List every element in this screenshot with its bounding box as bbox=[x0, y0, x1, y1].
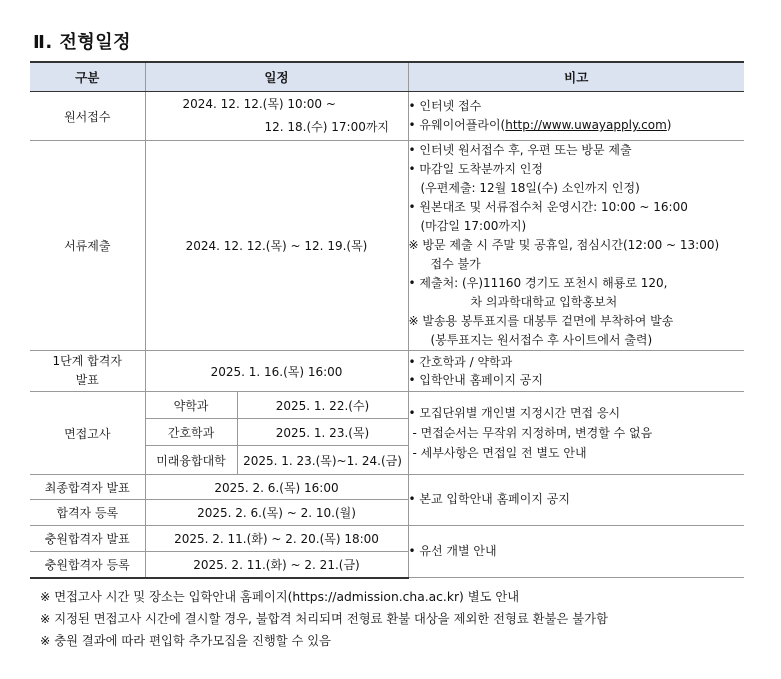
final-notes bbox=[408, 475, 744, 526]
first-result-notes bbox=[408, 351, 744, 392]
interview-dept: 미래융합대학 bbox=[145, 446, 237, 475]
registration-date: 2025. 2. 6.(목) ~ 2. 10.(월) bbox=[145, 500, 408, 526]
note-item: 접수 불가 bbox=[430, 257, 481, 271]
section-title: Ⅱ. 전형일정 bbox=[33, 32, 132, 53]
first-result-date: 2025. 1. 16.(목) 16:00 bbox=[145, 351, 408, 392]
header-category: 구분 bbox=[30, 62, 145, 92]
row-label-documents: 서류제출 bbox=[30, 141, 145, 351]
row-label-first-result bbox=[30, 351, 145, 392]
row-label-waitlist-registration: 충원합격자 등록 bbox=[30, 552, 145, 578]
note-item: 차 의과학대학교 입학홍보처 bbox=[470, 295, 618, 309]
documents-date: 2024. 12. 12.(목) ~ 12. 19.(목) bbox=[145, 141, 408, 351]
table-row bbox=[30, 475, 744, 500]
note-item: • 입학안내 홈페이지 공지 bbox=[409, 371, 745, 389]
note-item: - 면접순서는 무작위 지정하며, 변경할 수 없음 bbox=[412, 426, 653, 440]
waitlist-notes bbox=[408, 526, 744, 578]
table-row bbox=[30, 526, 744, 552]
note-item: • 유선 개별 안내 bbox=[409, 542, 745, 562]
table-header-row bbox=[30, 62, 744, 92]
row-label-waitlist-result: 충원합격자 발표 bbox=[30, 526, 145, 552]
interview-date: 2025. 1. 22.(수) bbox=[237, 392, 408, 419]
table-row bbox=[30, 351, 744, 392]
note-item: - 세부사항은 면접일 전 별도 안내 bbox=[412, 446, 587, 460]
note-item: • 인터넷 접수 bbox=[409, 97, 745, 117]
final-result-date: 2025. 2. 6.(목) 16:00 bbox=[145, 475, 408, 500]
note-item: (우편제출: 12월 18일(수) 소인까지 인정) bbox=[420, 181, 640, 195]
note-item: (마감일 17:00까지) bbox=[420, 219, 527, 233]
note-item: ※ 방문 제출 시 주말 및 공휴일, 점심시간(12:00 ~ 13:00) bbox=[408, 238, 720, 252]
note-item: ※ 발송용 봉투표지를 대봉투 겉면에 부착하여 발송 bbox=[408, 314, 674, 328]
row-label-final-result: 최종합격자 발표 bbox=[30, 475, 145, 500]
interview-date: 2025. 1. 23.(목) bbox=[237, 419, 408, 446]
note-item: • 원본대조 및 서류접수처 운영시간: 10:00 ~ 16:00 bbox=[409, 198, 745, 217]
interview-dept: 간호학과 bbox=[145, 419, 237, 446]
table-row bbox=[30, 92, 744, 141]
documents-notes bbox=[408, 141, 744, 351]
application-date bbox=[145, 92, 408, 141]
application-notes bbox=[408, 92, 744, 141]
footer-notes bbox=[40, 586, 608, 652]
note-item: (봉투표지는 원서접수 후 사이트에서 출력) bbox=[430, 333, 653, 347]
note-item bbox=[409, 116, 745, 136]
row-label-interview: 면접고사 bbox=[30, 392, 145, 475]
footer-note: ※ 면접고사 시간 및 장소는 입학안내 홈페이지(https://admission.cha.ac.kr) 별도 안내 bbox=[40, 590, 520, 604]
footer-note: ※ 충원 결과에 따라 편입학 추가모집을 진행할 수 있음 bbox=[40, 634, 332, 648]
schedule-table bbox=[30, 61, 744, 579]
header-remarks: 비고 bbox=[408, 62, 744, 92]
uwayapply-link[interactable]: http://www.uwayapply.com bbox=[505, 118, 667, 132]
waitlist-result-date: 2025. 2. 11.(화) ~ 2. 20.(목) 18:00 bbox=[145, 526, 408, 552]
note-text: ) bbox=[666, 118, 672, 132]
note-item: • 인터넷 원서접수 후, 우편 또는 방문 제출 bbox=[409, 141, 745, 160]
application-date-start: 2024. 12. 12.(목) 10:00 ~ bbox=[182, 97, 336, 111]
label-line: 1단계 합격자 bbox=[52, 354, 122, 368]
header-schedule: 일정 bbox=[145, 62, 408, 92]
waitlist-registration-date: 2025. 2. 11.(화) ~ 2. 21.(금) bbox=[145, 552, 408, 578]
note-item: • 마감일 도착분까지 인정 bbox=[409, 160, 745, 179]
note-item: • 제출처: (우)11160 경기도 포천시 해룡로 120, bbox=[409, 274, 745, 293]
row-label-registration: 합격자 등록 bbox=[30, 500, 145, 526]
note-text: 유웨이어플라이( bbox=[419, 118, 506, 132]
table-row bbox=[30, 392, 744, 419]
label-line: 발표 bbox=[75, 373, 99, 387]
footer-note: ※ 지정된 면접고사 시간에 결시할 경우, 불합격 처리되며 전형료 환불 대상을 제외한 전형료 환불은 불가함 bbox=[40, 612, 608, 626]
interview-date: 2025. 1. 23.(목)~1. 24.(금) bbox=[237, 446, 408, 475]
table-row bbox=[30, 141, 744, 351]
interview-notes bbox=[408, 392, 744, 475]
note-item: • 간호학과 / 약학과 bbox=[409, 353, 745, 371]
application-date-end: 12. 18.(수) 17:00까지 bbox=[264, 120, 390, 134]
note-item: • 본교 입학안내 홈페이지 공지 bbox=[409, 490, 745, 510]
interview-dept: 약학과 bbox=[145, 392, 237, 419]
row-label-application: 원서접수 bbox=[30, 92, 145, 141]
note-item: • 모집단위별 개인별 지정시간 면접 응시 bbox=[409, 403, 745, 423]
